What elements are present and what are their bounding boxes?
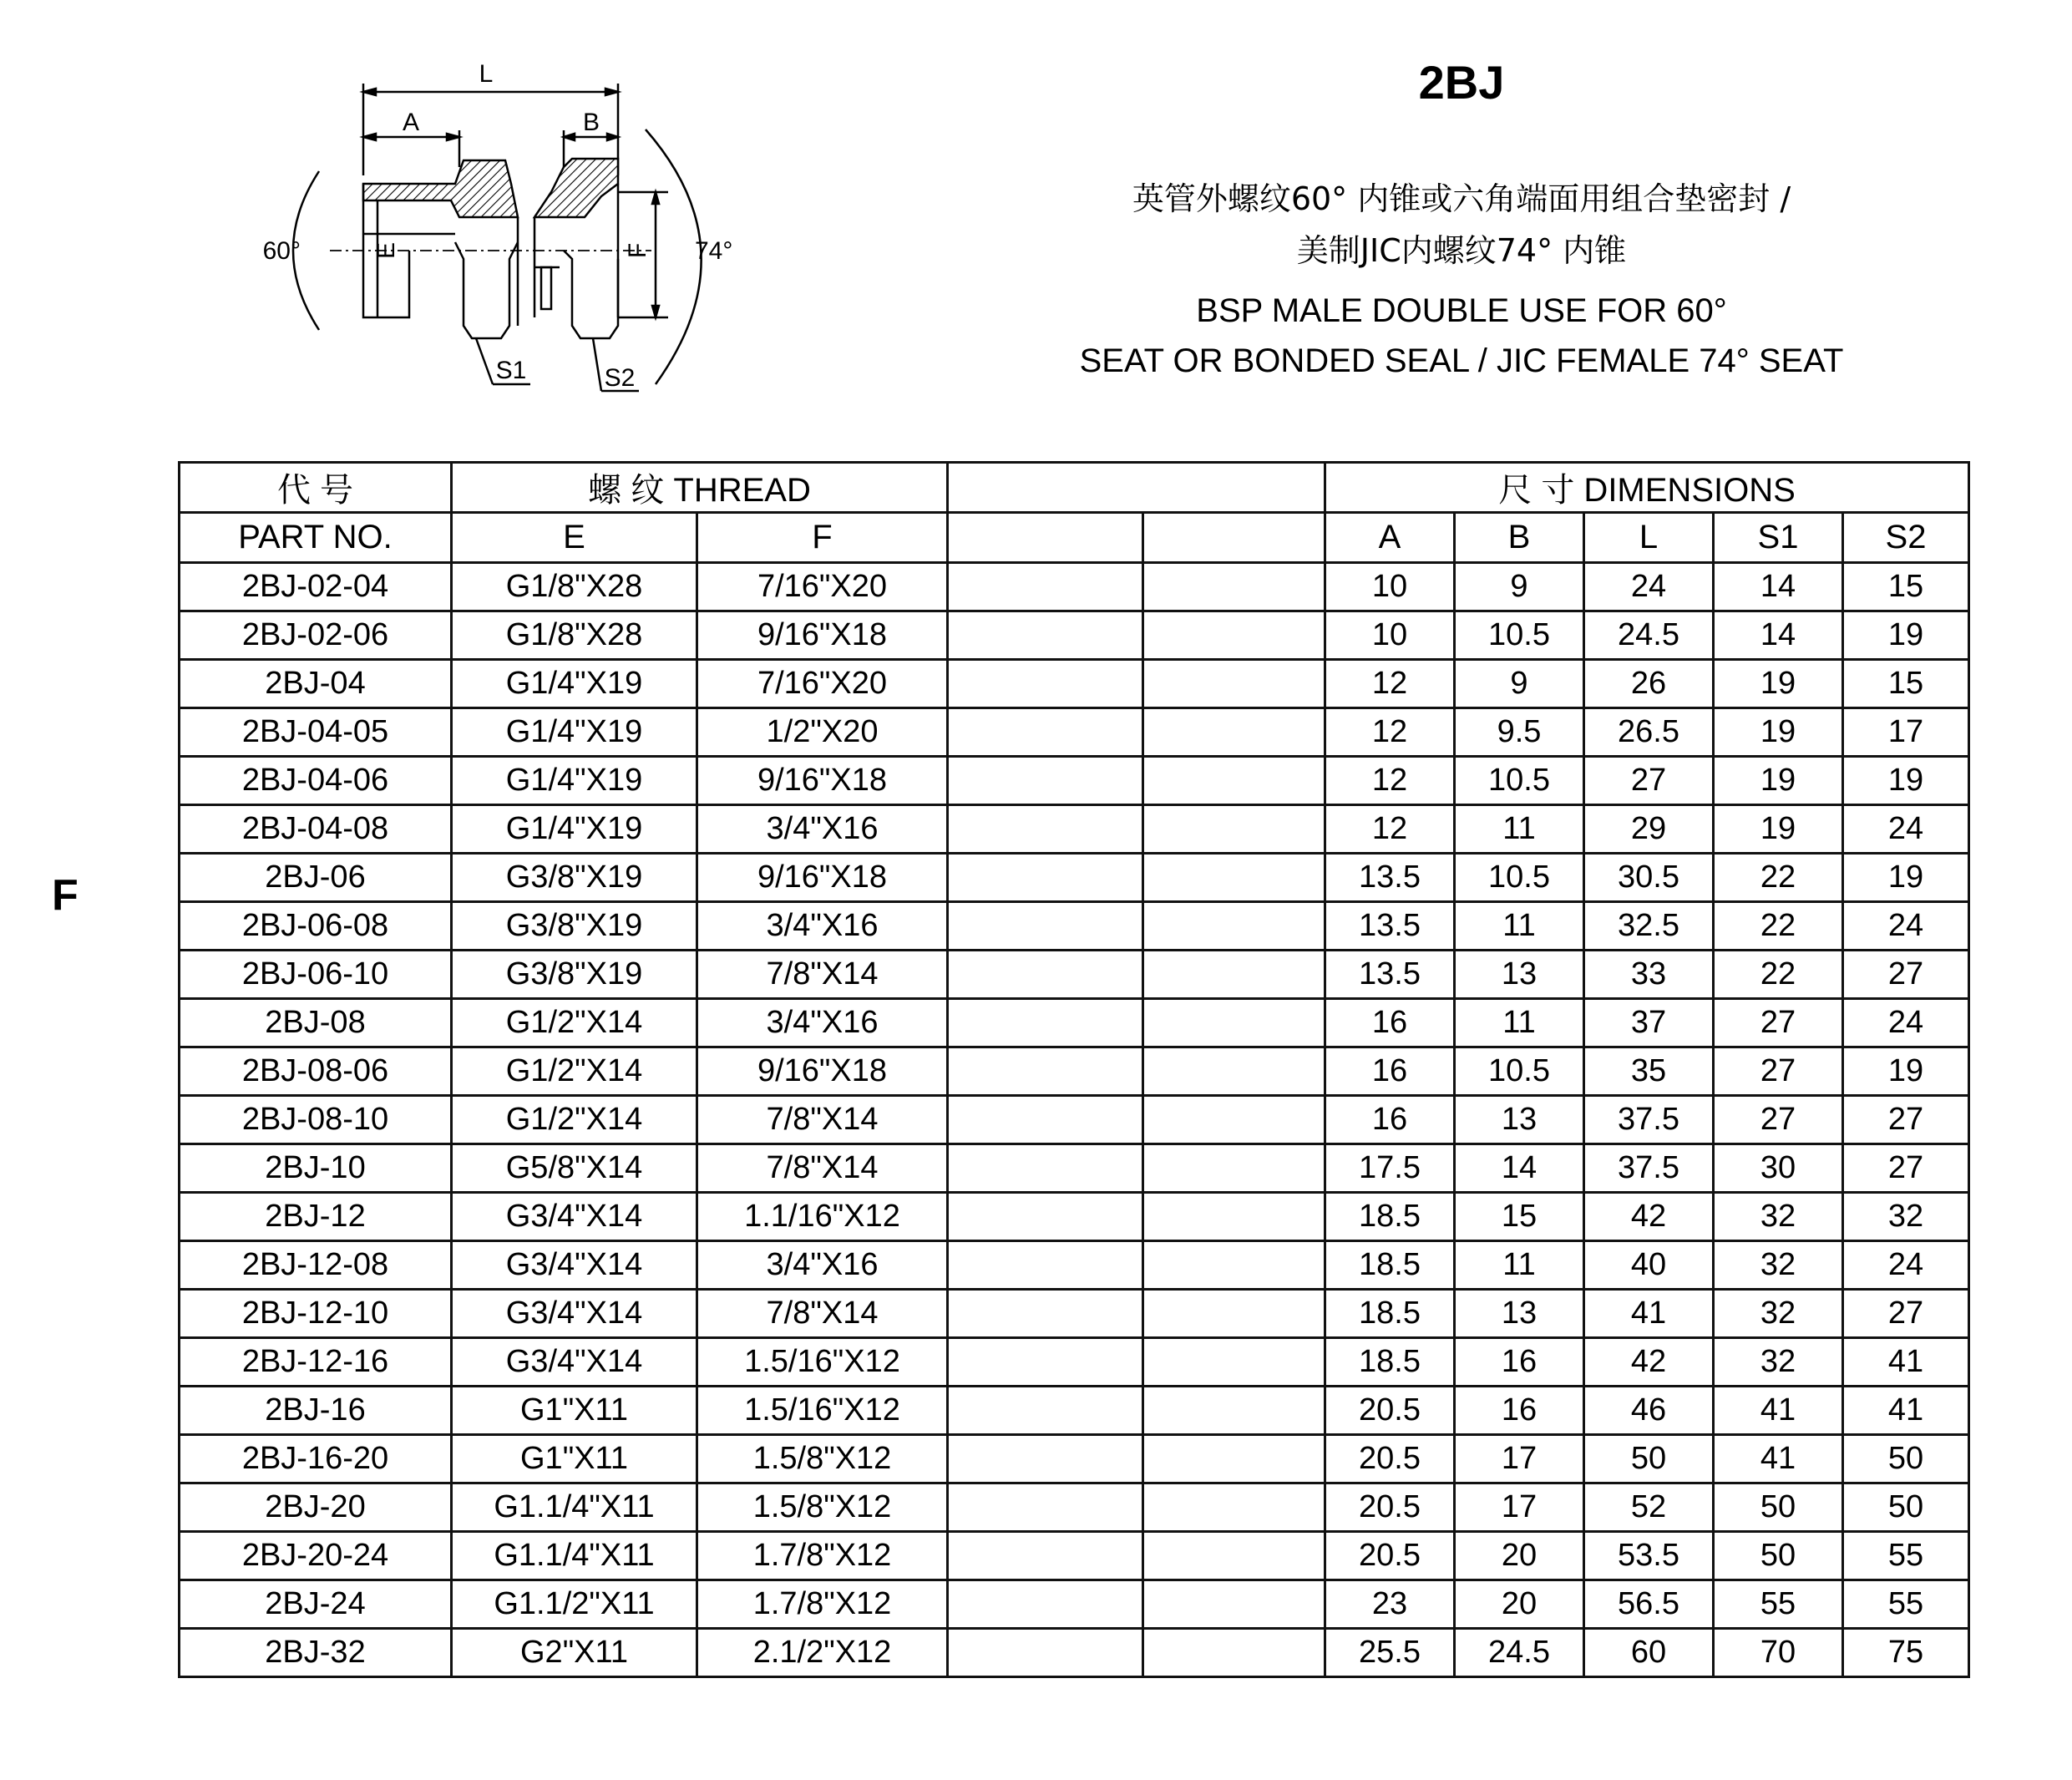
dim-s1-cell: 41: [1714, 1435, 1843, 1483]
drawing-label-f: F: [624, 242, 651, 259]
dim-l-cell: 27: [1584, 757, 1714, 805]
description-en-line-1: BSP MALE DOUBLE USE FOR 60°: [1196, 292, 1727, 329]
blank-cell: [1143, 1193, 1325, 1241]
blank-cell: [1143, 854, 1325, 902]
dim-s2-cell: 41: [1843, 1338, 1969, 1387]
header-part-en: PART NO.: [180, 513, 452, 563]
dim-a-cell: 20.5: [1325, 1483, 1455, 1532]
thread-f-cell: 7/8"X14: [697, 1144, 948, 1193]
thread-e-cell: G3/8"X19: [452, 854, 697, 902]
dim-l-cell: 24.5: [1584, 611, 1714, 660]
thread-e-cell: G1/2"X14: [452, 1047, 697, 1096]
table-row: [180, 1580, 1969, 1629]
dim-s1-cell: 32: [1714, 1290, 1843, 1338]
dim-l-cell: 50: [1584, 1435, 1714, 1483]
drawing-label-angle-right: 74°: [695, 237, 733, 265]
dim-l-cell: 41: [1584, 1290, 1714, 1338]
dim-s2-cell: 24: [1843, 902, 1969, 951]
blank-cell: [1143, 951, 1325, 999]
header-l: L: [1584, 513, 1714, 563]
dim-l-cell: 52: [1584, 1483, 1714, 1532]
blank-cell: [1143, 1096, 1325, 1144]
header-blank-1: [948, 513, 1143, 563]
product-title: 2BJ: [1418, 56, 1505, 109]
drawing-label-s1: S1: [495, 357, 527, 384]
blank-cell: [1143, 563, 1325, 611]
dim-s2-cell: 50: [1843, 1483, 1969, 1532]
thread-f-cell: 7/8"X14: [697, 1096, 948, 1144]
thread-f-cell: 9/16"X18: [697, 611, 948, 660]
header-a: A: [1325, 513, 1455, 563]
blank-cell: [948, 1144, 1143, 1193]
dim-s2-cell: 75: [1843, 1629, 1969, 1677]
drawing-label-l: L: [479, 60, 494, 88]
thread-f-cell: 9/16"X18: [697, 757, 948, 805]
dim-l-cell: 29: [1584, 805, 1714, 854]
thread-f-cell: 1.1/16"X12: [697, 1193, 948, 1241]
thread-e-cell: G1.1/4"X11: [452, 1532, 697, 1580]
table-row: [180, 563, 1969, 611]
dim-a-cell: 16: [1325, 1096, 1455, 1144]
header-e: E: [452, 513, 697, 563]
dim-s1-cell: 22: [1714, 951, 1843, 999]
table-row: [180, 1532, 1969, 1580]
table-header-row-2: [180, 513, 1969, 563]
blank-cell: [948, 1096, 1143, 1144]
dim-b-cell: 11: [1455, 902, 1584, 951]
dim-a-cell: 20.5: [1325, 1435, 1455, 1483]
dim-a-cell: 10: [1325, 563, 1455, 611]
dim-s1-cell: 41: [1714, 1387, 1843, 1435]
table-row: [180, 1096, 1969, 1144]
blank-cell: [948, 708, 1143, 757]
header-s1: S1: [1714, 513, 1843, 563]
dim-b-cell: 9.5: [1455, 708, 1584, 757]
blank-cell: [1143, 1435, 1325, 1483]
table-row: [180, 1047, 1969, 1096]
dim-s1-cell: 50: [1714, 1532, 1843, 1580]
thread-f-cell: 7/8"X14: [697, 1290, 948, 1338]
dim-b-cell: 11: [1455, 1241, 1584, 1290]
thread-f-cell: 1.5/8"X12: [697, 1435, 948, 1483]
blank-cell: [948, 805, 1143, 854]
thread-f-cell: 7/16"X20: [697, 563, 948, 611]
blank-cell: [1143, 660, 1325, 708]
thread-f-cell: 7/16"X20: [697, 660, 948, 708]
blank-cell: [948, 902, 1143, 951]
dim-a-cell: 13.5: [1325, 902, 1455, 951]
dim-a-cell: 18.5: [1325, 1241, 1455, 1290]
blank-cell: [1143, 757, 1325, 805]
part-no-cell: 2BJ-04-06: [180, 757, 452, 805]
dim-b-cell: 9: [1455, 563, 1584, 611]
dim-s2-cell: 50: [1843, 1435, 1969, 1483]
thread-e-cell: G1/2"X14: [452, 999, 697, 1047]
part-no-cell: 2BJ-12-16: [180, 1338, 452, 1387]
dim-l-cell: 40: [1584, 1241, 1714, 1290]
dim-b-cell: 14: [1455, 1144, 1584, 1193]
dim-s1-cell: 55: [1714, 1580, 1843, 1629]
thread-e-cell: G1/2"X14: [452, 1096, 697, 1144]
dim-a-cell: 10: [1325, 611, 1455, 660]
dim-a-cell: 18.5: [1325, 1290, 1455, 1338]
dim-s2-cell: 24: [1843, 805, 1969, 854]
part-no-cell: 2BJ-08: [180, 999, 452, 1047]
header-b: B: [1455, 513, 1584, 563]
dim-s1-cell: 27: [1714, 1096, 1843, 1144]
dim-a-cell: 20.5: [1325, 1532, 1455, 1580]
blank-cell: [948, 1435, 1143, 1483]
thread-f-cell: 1.7/8"X12: [697, 1580, 948, 1629]
blank-cell: [1143, 1047, 1325, 1096]
thread-e-cell: G1/4"X19: [452, 660, 697, 708]
table-row: [180, 1629, 1969, 1677]
blank-cell: [1143, 1580, 1325, 1629]
dim-s2-cell: 15: [1843, 660, 1969, 708]
part-no-cell: 2BJ-02-04: [180, 563, 452, 611]
dim-s2-cell: 17: [1843, 708, 1969, 757]
blank-cell: [1143, 1629, 1325, 1677]
table-row: [180, 757, 1969, 805]
dim-a-cell: 12: [1325, 708, 1455, 757]
part-no-cell: 2BJ-12-08: [180, 1241, 452, 1290]
dim-s1-cell: 19: [1714, 660, 1843, 708]
part-no-cell: 2BJ-08-06: [180, 1047, 452, 1096]
dim-s1-cell: 32: [1714, 1193, 1843, 1241]
blank-cell: [1143, 1144, 1325, 1193]
dim-s2-cell: 15: [1843, 563, 1969, 611]
blank-cell: [1143, 1290, 1325, 1338]
specification-table: [178, 461, 1970, 1678]
dim-a-cell: 17.5: [1325, 1144, 1455, 1193]
table-row: [180, 660, 1969, 708]
dim-b-cell: 17: [1455, 1435, 1584, 1483]
thread-f-cell: 1.5/16"X12: [697, 1338, 948, 1387]
dim-s1-cell: 14: [1714, 563, 1843, 611]
dim-s1-cell: 30: [1714, 1144, 1843, 1193]
thread-f-cell: 3/4"X16: [697, 902, 948, 951]
dim-b-cell: 10.5: [1455, 854, 1584, 902]
part-no-cell: 2BJ-10: [180, 1144, 452, 1193]
dim-a-cell: 18.5: [1325, 1338, 1455, 1387]
blank-cell: [948, 951, 1143, 999]
part-no-cell: 2BJ-02-06: [180, 611, 452, 660]
blank-cell: [948, 611, 1143, 660]
dim-b-cell: 20: [1455, 1532, 1584, 1580]
thread-e-cell: G3/8"X19: [452, 902, 697, 951]
blank-cell: [948, 1629, 1143, 1677]
thread-f-cell: 3/4"X16: [697, 1241, 948, 1290]
blank-cell: [948, 1047, 1143, 1096]
table-row: [180, 1483, 1969, 1532]
thread-e-cell: G1/8"X28: [452, 563, 697, 611]
blank-cell: [948, 1290, 1143, 1338]
dim-a-cell: 12: [1325, 660, 1455, 708]
dim-s2-cell: 32: [1843, 1193, 1969, 1241]
dim-s1-cell: 32: [1714, 1338, 1843, 1387]
header-dimensions: 尺 寸 DIMENSIONS: [1325, 463, 1969, 513]
dim-l-cell: 32.5: [1584, 902, 1714, 951]
blank-cell: [948, 854, 1143, 902]
thread-f-cell: 1.5/16"X12: [697, 1387, 948, 1435]
dim-s2-cell: 19: [1843, 757, 1969, 805]
blank-cell: [1143, 1532, 1325, 1580]
thread-f-cell: 1/2"X20: [697, 708, 948, 757]
blank-cell: [948, 999, 1143, 1047]
dim-s2-cell: 24: [1843, 1241, 1969, 1290]
dim-b-cell: 17: [1455, 1483, 1584, 1532]
blank-cell: [948, 1580, 1143, 1629]
drawing-label-b: B: [582, 109, 600, 136]
dim-b-cell: 24.5: [1455, 1629, 1584, 1677]
description-zh-line-2: 美制JIC内螺纹74° 内锥: [1296, 232, 1627, 269]
dim-s1-cell: 19: [1714, 708, 1843, 757]
table-row: [180, 805, 1969, 854]
header-part-zh: 代 号: [180, 463, 452, 513]
thread-f-cell: 7/8"X14: [697, 951, 948, 999]
table-header-row-1: [180, 463, 1969, 513]
dim-l-cell: 46: [1584, 1387, 1714, 1435]
blank-cell: [1143, 1483, 1325, 1532]
dim-s2-cell: 19: [1843, 611, 1969, 660]
header-thread: 螺 纹 THREAD: [452, 463, 948, 513]
thread-e-cell: G3/8"X19: [452, 951, 697, 999]
part-no-cell: 2BJ-16: [180, 1387, 452, 1435]
dim-s1-cell: 32: [1714, 1241, 1843, 1290]
part-no-cell: 2BJ-06-10: [180, 951, 452, 999]
dim-s1-cell: 22: [1714, 902, 1843, 951]
blank-cell: [948, 1532, 1143, 1580]
thread-e-cell: G1/4"X19: [452, 757, 697, 805]
dim-s1-cell: 19: [1714, 805, 1843, 854]
dim-b-cell: 9: [1455, 660, 1584, 708]
dim-l-cell: 35: [1584, 1047, 1714, 1096]
blank-cell: [948, 1387, 1143, 1435]
blank-cell: [1143, 1387, 1325, 1435]
thread-e-cell: G3/4"X14: [452, 1241, 697, 1290]
dim-l-cell: 26.5: [1584, 708, 1714, 757]
blank-cell: [1143, 611, 1325, 660]
blank-cell: [1143, 1338, 1325, 1387]
table-row: [180, 708, 1969, 757]
thread-e-cell: G1.1/2"X11: [452, 1580, 697, 1629]
table-row: [180, 1144, 1969, 1193]
blank-cell: [948, 757, 1143, 805]
part-no-cell: 2BJ-16-20: [180, 1435, 452, 1483]
blank-cell: [1143, 1241, 1325, 1290]
dim-s2-cell: 55: [1843, 1580, 1969, 1629]
drawing-label-s2: S2: [604, 364, 636, 392]
dim-s2-cell: 27: [1843, 1144, 1969, 1193]
blank-cell: [1143, 805, 1325, 854]
dim-l-cell: 33: [1584, 951, 1714, 999]
dim-b-cell: 15: [1455, 1193, 1584, 1241]
table-row: [180, 854, 1969, 902]
dim-l-cell: 53.5: [1584, 1532, 1714, 1580]
thread-f-cell: 3/4"X16: [697, 999, 948, 1047]
part-no-cell: 2BJ-06: [180, 854, 452, 902]
table-row: [180, 1435, 1969, 1483]
part-no-cell: 2BJ-08-10: [180, 1096, 452, 1144]
dim-s2-cell: 24: [1843, 999, 1969, 1047]
drawing-label-a: A: [402, 109, 420, 136]
part-no-cell: 2BJ-12-10: [180, 1290, 452, 1338]
dim-a-cell: 13.5: [1325, 951, 1455, 999]
dim-s1-cell: 14: [1714, 611, 1843, 660]
dim-b-cell: 13: [1455, 1290, 1584, 1338]
thread-f-cell: 3/4"X16: [697, 805, 948, 854]
thread-e-cell: G3/4"X14: [452, 1290, 697, 1338]
thread-e-cell: G2"X11: [452, 1629, 697, 1677]
dim-b-cell: 11: [1455, 999, 1584, 1047]
table-row: [180, 999, 1969, 1047]
dim-b-cell: 10.5: [1455, 757, 1584, 805]
thread-e-cell: G5/8"X14: [452, 1144, 697, 1193]
dim-l-cell: 42: [1584, 1338, 1714, 1387]
section-letter: F: [52, 871, 79, 920]
dim-a-cell: 12: [1325, 757, 1455, 805]
description-en-line-2: SEAT OR BONDED SEAL / JIC FEMALE 74° SEAT: [1079, 342, 1844, 379]
part-no-cell: 2BJ-04-05: [180, 708, 452, 757]
blank-cell: [1143, 902, 1325, 951]
blank-cell: [1143, 999, 1325, 1047]
table-row: [180, 1241, 1969, 1290]
dim-l-cell: 37: [1584, 999, 1714, 1047]
blank-cell: [948, 660, 1143, 708]
part-no-cell: 2BJ-04-08: [180, 805, 452, 854]
dim-s1-cell: 27: [1714, 999, 1843, 1047]
dim-l-cell: 37.5: [1584, 1144, 1714, 1193]
dim-a-cell: 13.5: [1325, 854, 1455, 902]
description-zh-line-1: 英管外螺纹60° 内锥或六角端面用组合垫密封 /: [1132, 180, 1791, 217]
thread-f-cell: 1.5/8"X12: [697, 1483, 948, 1532]
drawing-label-angle-left: 60°: [262, 237, 301, 265]
dim-l-cell: 60: [1584, 1629, 1714, 1677]
blank-cell: [948, 1338, 1143, 1387]
dim-a-cell: 16: [1325, 999, 1455, 1047]
part-no-cell: 2BJ-32: [180, 1629, 452, 1677]
dim-s2-cell: 55: [1843, 1532, 1969, 1580]
part-no-cell: 2BJ-04: [180, 660, 452, 708]
part-no-cell: 2BJ-12: [180, 1193, 452, 1241]
dim-l-cell: 30.5: [1584, 854, 1714, 902]
table-row: [180, 902, 1969, 951]
part-no-cell: 2BJ-24: [180, 1580, 452, 1629]
thread-f-cell: 9/16"X18: [697, 1047, 948, 1096]
dim-l-cell: 24: [1584, 563, 1714, 611]
thread-e-cell: G1"X11: [452, 1435, 697, 1483]
dim-a-cell: 25.5: [1325, 1629, 1455, 1677]
dim-b-cell: 10.5: [1455, 611, 1584, 660]
blank-cell: [948, 1193, 1143, 1241]
dim-a-cell: 20.5: [1325, 1387, 1455, 1435]
dim-b-cell: 13: [1455, 951, 1584, 999]
dim-l-cell: 42: [1584, 1193, 1714, 1241]
header-blank-2: [1143, 513, 1325, 563]
blank-cell: [948, 1483, 1143, 1532]
dim-b-cell: 11: [1455, 805, 1584, 854]
thread-e-cell: G1/4"X19: [452, 805, 697, 854]
header-f: F: [697, 513, 948, 563]
dim-b-cell: 16: [1455, 1338, 1584, 1387]
dim-a-cell: 23: [1325, 1580, 1455, 1629]
table-row: [180, 1338, 1969, 1387]
header-blank: [948, 463, 1325, 513]
dim-s1-cell: 70: [1714, 1629, 1843, 1677]
table-row: [180, 1387, 1969, 1435]
thread-f-cell: 1.7/8"X12: [697, 1532, 948, 1580]
thread-f-cell: 2.1/2"X12: [697, 1629, 948, 1677]
blank-cell: [1143, 708, 1325, 757]
thread-e-cell: G1"X11: [452, 1387, 697, 1435]
thread-e-cell: G1.1/4"X11: [452, 1483, 697, 1532]
fitting-drawing: [251, 50, 733, 401]
thread-e-cell: G3/4"X14: [452, 1338, 697, 1387]
dim-s2-cell: 19: [1843, 854, 1969, 902]
dim-a-cell: 12: [1325, 805, 1455, 854]
dim-b-cell: 16: [1455, 1387, 1584, 1435]
table-row: [180, 1290, 1969, 1338]
dim-s1-cell: 19: [1714, 757, 1843, 805]
dim-s1-cell: 50: [1714, 1483, 1843, 1532]
part-no-cell: 2BJ-20: [180, 1483, 452, 1532]
dim-a-cell: 16: [1325, 1047, 1455, 1096]
dim-s2-cell: 27: [1843, 951, 1969, 999]
dim-b-cell: 13: [1455, 1096, 1584, 1144]
table-row: [180, 611, 1969, 660]
header-s2: S2: [1843, 513, 1969, 563]
table-row: [180, 1193, 1969, 1241]
dim-l-cell: 56.5: [1584, 1580, 1714, 1629]
dim-l-cell: 37.5: [1584, 1096, 1714, 1144]
dim-s2-cell: 27: [1843, 1290, 1969, 1338]
thread-e-cell: G3/4"X14: [452, 1193, 697, 1241]
dim-a-cell: 18.5: [1325, 1193, 1455, 1241]
dim-b-cell: 10.5: [1455, 1047, 1584, 1096]
dim-l-cell: 26: [1584, 660, 1714, 708]
table-row: [180, 951, 1969, 999]
thread-e-cell: G1/8"X28: [452, 611, 697, 660]
dim-s1-cell: 27: [1714, 1047, 1843, 1096]
blank-cell: [948, 1241, 1143, 1290]
dim-s2-cell: 19: [1843, 1047, 1969, 1096]
dim-b-cell: 20: [1455, 1580, 1584, 1629]
thread-e-cell: G1/4"X19: [452, 708, 697, 757]
dim-s2-cell: 41: [1843, 1387, 1969, 1435]
thread-f-cell: 9/16"X18: [697, 854, 948, 902]
drawing-label-e: E: [372, 241, 400, 260]
blank-cell: [948, 563, 1143, 611]
part-no-cell: 2BJ-06-08: [180, 902, 452, 951]
dim-s1-cell: 22: [1714, 854, 1843, 902]
dim-s2-cell: 27: [1843, 1096, 1969, 1144]
part-no-cell: 2BJ-20-24: [180, 1532, 452, 1580]
